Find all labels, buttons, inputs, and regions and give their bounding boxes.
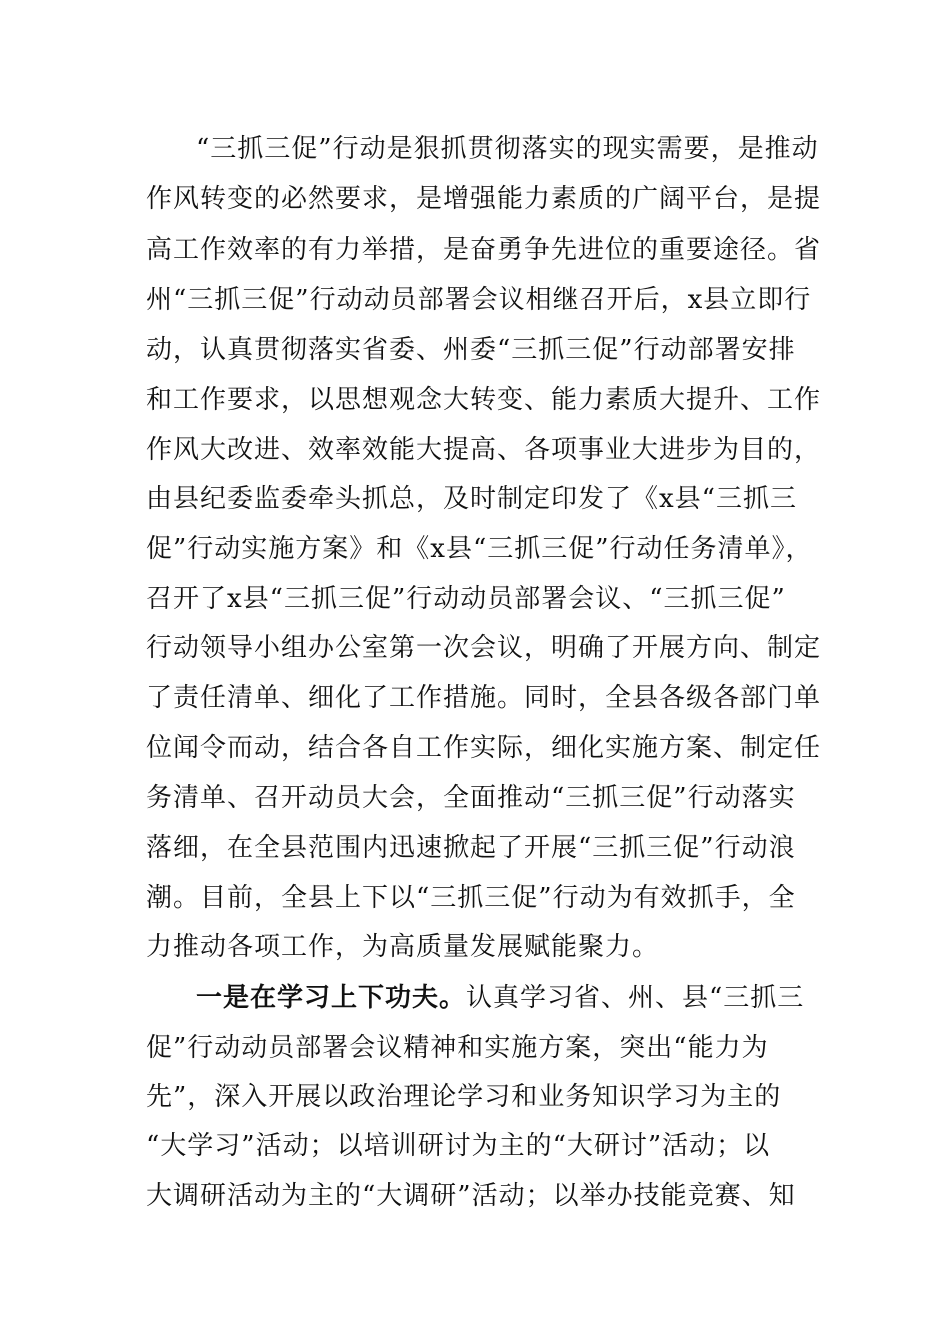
paragraph-2-line-1 — [196, 973, 804, 1023]
paragraph-1-line-15: 落细，在全县范围内迅速掀起了开展“三抓三促”行动浪 — [146, 833, 796, 863]
paragraph-2-line-3: 先”，深入开展以政治理论学习和业务知识学习为主的 — [146, 1082, 782, 1112]
paragraph-1-line-12: 了责任清单、细化了工作措施。同时，全县各级各部门单 — [146, 683, 822, 713]
paragraph-1-line-6: 和工作要求，以思想观念大转变、能力素质大提升、工作 — [146, 385, 822, 415]
paragraph-1-line-16: 潮。目前，全县上下以“三抓三促”行动为有效抓手，全 — [146, 883, 796, 913]
paragraph-1-line-17: 力推动各项工作，为高质量发展赋能聚力。 — [146, 932, 660, 962]
paragraph-2-first-line-text: 认真学习省、州、县“三抓三 — [466, 983, 805, 1013]
paragraph-1-line-11: 行动领导小组办公室第一次会议，明确了开展方向、制定 — [146, 633, 822, 663]
paragraph-1-line-10: 召开了x县“三抓三促”行动动员部署会议、“三抓三促” — [146, 584, 786, 614]
paragraph-1-line-8: 由县纪委监委牵头抓总，及时制定印发了《x县“三抓三 — [146, 484, 797, 514]
paragraph-1-line-13: 位闻令而动，结合各自工作实际，细化实施方案、制定任 — [146, 733, 822, 763]
paragraph-2-line-2: 促”行动动员部署会议精神和实施方案，突出“能力为 — [146, 1033, 769, 1063]
paragraph-1-line-7: 作风大改进、效率效能大提高、各项事业大进步为目的， — [146, 435, 822, 465]
paragraph-1-line-2: 作风转变的必然要求，是增强能力素质的广阔平台，是提 — [146, 184, 822, 214]
paragraph-1-line-1: “三抓三促”行动是狠抓贯彻落实的现实需要，是推动 — [196, 134, 819, 164]
paragraph-1-line-9: 促”行动实施方案》和《x县“三抓三促”行动任务清单》， — [146, 534, 813, 564]
paragraph-1-line-5: 动，认真贯彻落实省委、州委“三抓三促”行动部署安排 — [146, 335, 796, 365]
paragraph-1-line-3: 高工作效率的有力举措，是奋勇争先进位的重要途径。省 — [146, 235, 822, 265]
paragraph-2-line-4: “大学习”活动；以培训研讨为主的“大研讨”活动；以 — [146, 1131, 771, 1161]
paragraph-2-line-5: 大调研活动为主的“大调研”活动；以举办技能竞赛、知 — [146, 1181, 796, 1211]
paragraph-1-line-4: 州“三抓三促”行动动员部署会议相继召开后，x县立即行 — [146, 285, 812, 315]
paragraph-2-heading: 一是在学习上下功夫。 — [196, 983, 467, 1013]
paragraph-1-line-14: 务清单、召开动员大会，全面推动“三抓三促”行动落实 — [146, 783, 796, 813]
